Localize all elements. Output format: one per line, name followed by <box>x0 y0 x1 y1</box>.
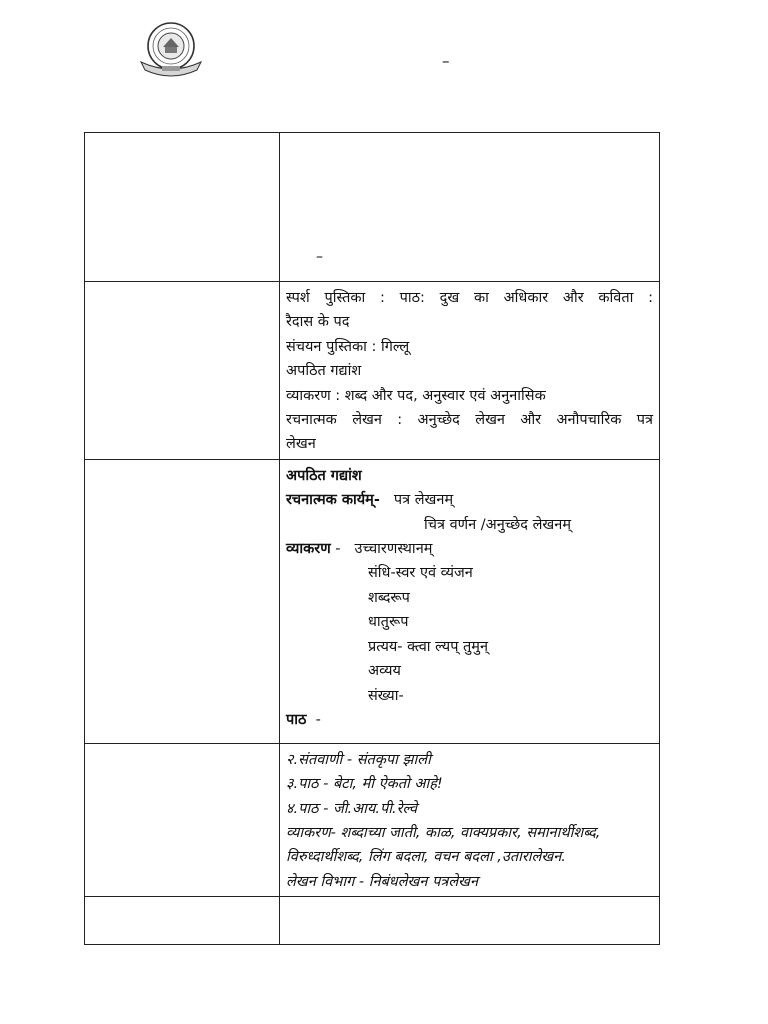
table-row <box>85 282 660 460</box>
hindi-syllabus-cell <box>280 282 660 460</box>
creative-work-label: रचनात्मक कार्यम्- <box>286 492 380 509</box>
unseen-passage-heading: अपठित गद्यांश <box>286 467 362 484</box>
subject-cell <box>85 897 280 945</box>
table-row <box>85 743 660 896</box>
grammar-item: उच्चारणस्थानम् <box>354 541 433 558</box>
syllabus-line: २.संतवाणी - संतकृपा झाली <box>286 751 431 768</box>
syllabus-line: व्याकरण : शब्द और पद, अनुस्वार एवं अनुनासिक <box>286 387 546 404</box>
grammar-item: अव्यय <box>368 663 401 680</box>
table-row <box>85 897 660 945</box>
content-dash: – <box>316 249 323 265</box>
subject-cell <box>85 743 280 896</box>
grammar-item: प्रत्यय- क्त्वा ल्यप् तुमुन् <box>368 638 489 655</box>
content-cell <box>280 133 660 282</box>
subject-cell <box>85 459 280 743</box>
syllabus-line: संचयन पुस्तिका : गिल्लू <box>286 338 410 355</box>
grammar-item: शब्दरूप <box>368 589 410 606</box>
syllabus-line: लेखन <box>286 436 316 453</box>
syllabus-line: स्पर्श पुस्तिका : पाठ: दुख का अधिकार और कविता : <box>286 290 653 306</box>
subject-cell <box>85 282 280 460</box>
subject-cell <box>85 133 280 282</box>
grammar-item: धातुरूप <box>368 614 409 631</box>
school-logo <box>135 20 207 80</box>
marathi-syllabus-cell <box>280 743 660 896</box>
grammar-item: संख्या- <box>368 687 404 704</box>
school-emblem-icon <box>135 20 207 80</box>
lesson-separator: - <box>315 711 321 728</box>
syllabus-line: लेखन विभाग - निबंधलेखन पत्रलेखन <box>286 873 479 890</box>
syllabus-line: रचनात्मक लेखन : अनुच्छेद लेखन और अनौपचारिक पत्र <box>286 412 653 429</box>
lesson-label: पाठ <box>286 711 307 728</box>
table-row <box>85 459 660 743</box>
grammar-label: व्याकरण <box>286 541 331 558</box>
syllabus-line: रैदास के पद <box>286 314 350 331</box>
creative-item: पत्र लेखनम् <box>393 492 454 509</box>
sanskrit-syllabus-cell <box>280 459 660 743</box>
creative-item: चित्र वर्णन /अनुच्छेद लेखनम् <box>424 516 572 533</box>
grammar-separator: - <box>335 541 341 558</box>
syllabus-line: ३.पाठ - बेटा, मी ऐकतो आहे! <box>286 776 443 793</box>
syllabus-line: ४.पाठ - जी.आय.पी.रेल्वे <box>286 800 418 817</box>
syllabus-line: व्याकरण- शब्दाच्या जाती, काळ, वाक्यप्रकार, समानार्थीशब्द, <box>286 825 601 842</box>
header-dash: – <box>442 52 450 70</box>
syllabus-table <box>84 132 660 945</box>
table-row <box>85 133 660 282</box>
syllabus-line: विरुध्दार्थीशब्द, लिंग बदला, वचन बदला ,उतारालेखन. <box>286 849 566 866</box>
grammar-item: संधि-स्वर एवं व्यंजन <box>368 565 473 582</box>
content-cell <box>280 897 660 945</box>
syllabus-line: अपठित गद्यांश <box>286 363 362 380</box>
